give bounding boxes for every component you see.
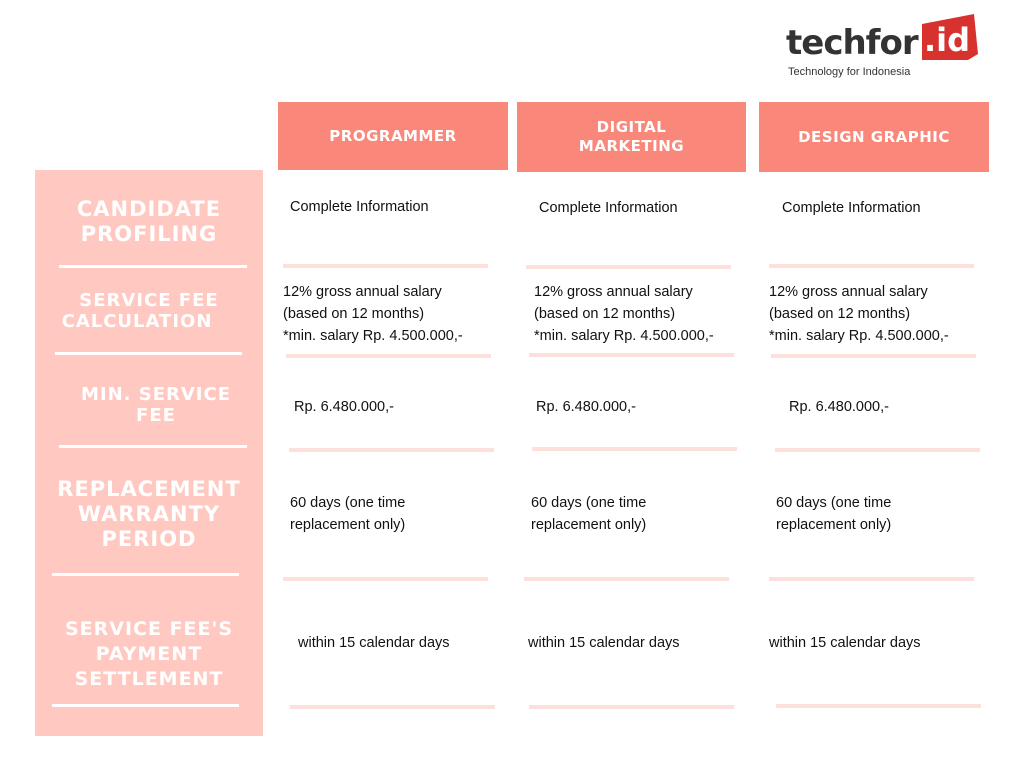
cell-divider [526, 265, 731, 269]
logo-tagline: Technology for Indonesia [788, 66, 911, 78]
cell-service-fee-calculation-digital-marketing: 12% gross annual salary (based on 12 months) *min. salary Rp. 4.500.000,- [534, 284, 714, 344]
cell-replacement-warranty-design-graphic: 60 days (one time replacement only) [776, 495, 892, 533]
logo-wordmark: techfor [786, 23, 918, 63]
cell-replacement-warranty-digital-marketing: 60 days (one time replacement only) [531, 495, 647, 533]
row-label-min-service-fee: MIN. SERVICE FEE [80, 384, 232, 426]
cell-divider [771, 354, 976, 358]
row-label-candidate-profiling: CANDIDATE PROFILING [76, 197, 222, 246]
cell-divider [283, 264, 488, 268]
cell-divider [529, 353, 734, 357]
column-header-design-graphic [759, 102, 989, 172]
row-separator [52, 704, 239, 707]
cell-min-service-fee-design-graphic: Rp. 6.480.000,- [789, 399, 889, 415]
cell-divider [775, 448, 980, 452]
cell-payment-settlement-programmer: within 15 calendar days [298, 635, 450, 651]
cell-divider [769, 577, 974, 581]
cell-divider [290, 705, 495, 709]
cell-divider [289, 448, 494, 452]
row-label-payment-settlement: SERVICE FEE'S PAYMENT SETTLEMENT [64, 618, 234, 690]
cell-divider [283, 577, 488, 581]
row-separator [59, 265, 247, 268]
cell-service-fee-calculation-design-graphic: 12% gross annual salary (based on 12 months) *min. salary Rp. 4.500.000,- [769, 284, 949, 344]
cell-replacement-warranty-programmer: 60 days (one time replacement only) [290, 495, 406, 533]
row-label-service-fee-calculation: SERVICE FEE CALCULATION [61, 290, 219, 332]
cell-service-fee-calculation-programmer: 12% gross annual salary (based on 12 months) *min. salary Rp. 4.500.000,- [283, 284, 463, 344]
cell-candidate-profiling-design-graphic: Complete Information [782, 200, 921, 216]
row-separator [59, 445, 247, 448]
cell-divider [776, 704, 981, 708]
cell-divider [529, 705, 734, 709]
row-separator [52, 573, 239, 576]
cell-divider [524, 577, 729, 581]
techfor-logo [786, 14, 986, 84]
cell-divider [286, 354, 491, 358]
logo-badge-text: .id [924, 21, 971, 59]
column-header-line: PROGRAMMER [329, 126, 457, 145]
cell-candidate-profiling-programmer: Complete Information [290, 199, 429, 215]
row-separator [55, 352, 242, 355]
cell-min-service-fee-digital-marketing: Rp. 6.480.000,- [536, 399, 636, 415]
column-header-line: MARKETING [578, 137, 685, 155]
row-label-replacement-warranty-period: REPLACEMENT WARRANTY PERIOD [57, 477, 241, 551]
cell-min-service-fee-programmer: Rp. 6.480.000,- [294, 399, 394, 415]
cell-divider [532, 447, 737, 451]
cell-candidate-profiling-digital-marketing: Complete Information [539, 200, 678, 216]
column-header-digital-marketing [517, 102, 746, 172]
cell-payment-settlement-design-graphic: within 15 calendar days [769, 635, 921, 651]
cell-payment-settlement-digital-marketing: within 15 calendar days [528, 635, 680, 651]
cell-divider [769, 264, 974, 268]
column-header-line: DESIGN GRAPHIC [798, 127, 950, 146]
column-header-line: DIGITAL [596, 118, 667, 136]
column-header-programmer [278, 102, 508, 170]
